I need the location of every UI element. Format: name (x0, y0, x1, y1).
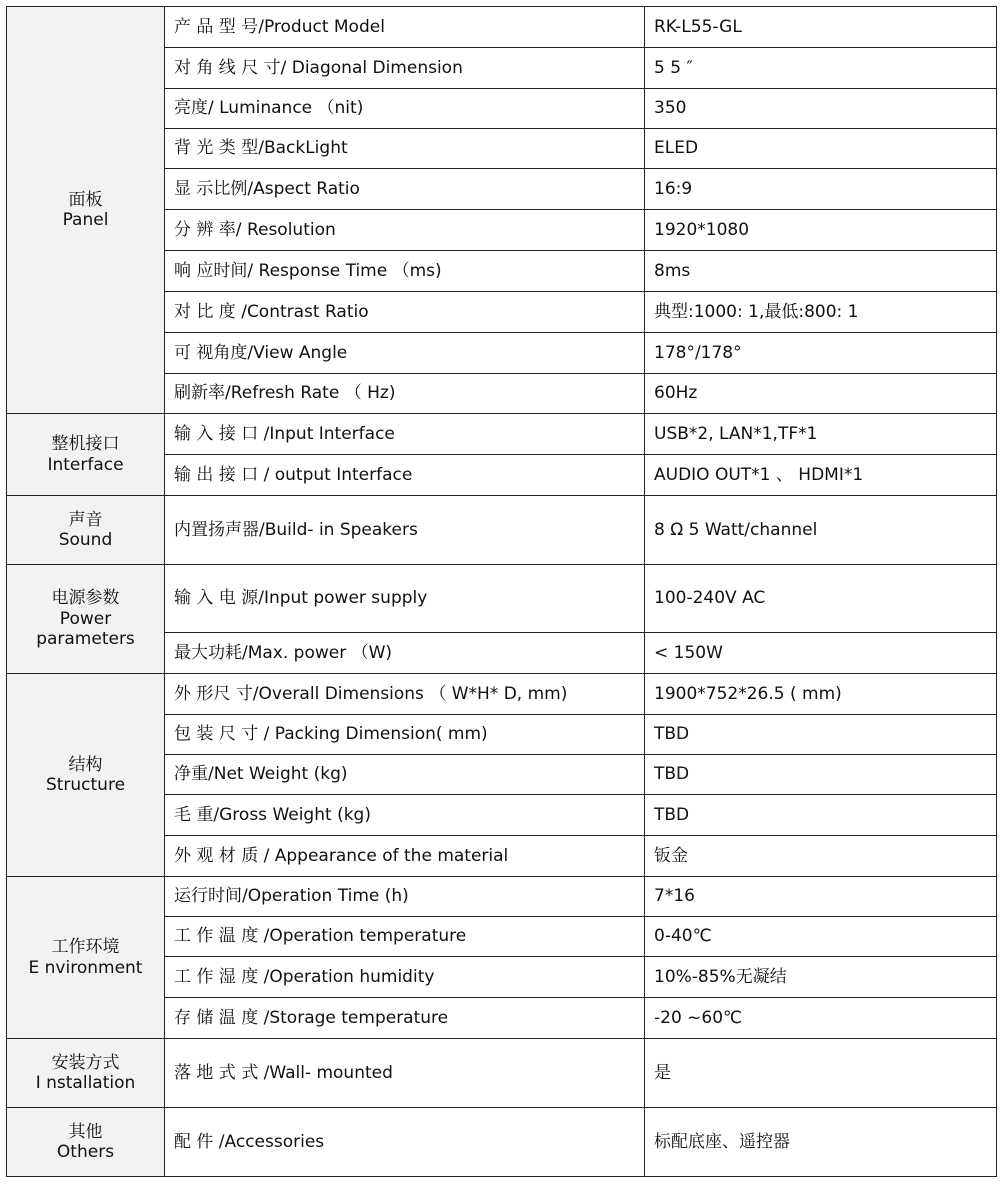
category-label-en: Others (56, 1142, 115, 1162)
param-label: 输 入 电 源/Input power supply (165, 565, 645, 633)
category-label-en: Power (59, 608, 112, 629)
param-label: 存 储 温 度 /Storage temperature (165, 998, 645, 1039)
category-label-en: I nstallation (35, 1073, 136, 1093)
param-label: 输 出 接 口 / output Interface (165, 455, 645, 496)
param-value: 16:9 (645, 169, 997, 210)
param-value: 5 5 ″ (645, 48, 997, 89)
param-label: 刷新率/Refresh Rate （ Hz) (165, 374, 645, 414)
param-label: 对 角 线 尺 寸/ Diagonal Dimension (165, 48, 645, 89)
param-value: 350 (645, 89, 997, 129)
param-value: < 150W (645, 633, 997, 674)
param-value: TBD (645, 715, 997, 755)
table-row (7, 674, 997, 715)
param-value: ELED (645, 129, 997, 169)
param-value: 8ms (645, 251, 997, 292)
category-installation (7, 1039, 165, 1108)
param-value: RK-L55-GL (645, 7, 997, 48)
category-others (7, 1108, 165, 1177)
category-power (7, 565, 165, 674)
table-row (7, 496, 997, 565)
category-label-cn: 工作环境 (51, 937, 120, 958)
category-label-en: Panel (62, 210, 109, 230)
param-label: 工 作 湿 度 /Operation humidity (165, 957, 645, 998)
category-panel (7, 7, 165, 414)
param-label: 运行时间/Operation Time (h) (165, 877, 645, 917)
category-label-en: Sound (58, 530, 113, 550)
param-value: 1900*752*26.5 ( mm) (645, 674, 997, 715)
param-value: TBD (645, 755, 997, 795)
param-value: AUDIO OUT*1 、 HDMI*1 (645, 455, 997, 496)
param-label: 分 辨 率/ Resolution (165, 210, 645, 251)
param-value: TBD (645, 795, 997, 836)
param-label: 显 示比例/Aspect Ratio (165, 169, 645, 210)
param-label: 响 应时间/ Response Time （ms) (165, 251, 645, 292)
table-row (7, 7, 997, 48)
param-label: 包 装 尺 寸 / Packing Dimension( mm) (165, 715, 645, 755)
param-value: USB*2, LAN*1,TF*1 (645, 414, 997, 455)
param-value: 是 (645, 1039, 997, 1108)
param-value: 0-40℃ (645, 917, 997, 957)
category-label-cn: 其他 (68, 1121, 103, 1142)
param-label: 最大功耗/Max. power （W) (165, 633, 645, 674)
param-value: 7*16 (645, 877, 997, 917)
param-value: 1920*1080 (645, 210, 997, 251)
category-interface (7, 414, 165, 496)
param-label: 毛 重/Gross Weight (kg) (165, 795, 645, 836)
category-label-cn: 安装方式 (51, 1052, 120, 1073)
param-label: 工 作 温 度 /Operation temperature (165, 917, 645, 957)
param-value: 100-240V AC (645, 565, 997, 633)
category-structure (7, 674, 165, 877)
param-value: 典型:1000: 1,最低:800: 1 (645, 292, 997, 333)
table-row (7, 565, 997, 633)
param-label: 内置扬声器/Build- in Speakers (165, 496, 645, 565)
category-label-cn: 电源参数 (51, 588, 120, 609)
table-row (7, 877, 997, 917)
category-label-en: Structure (45, 775, 126, 795)
param-label: 输 入 接 口 /Input Interface (165, 414, 645, 455)
spec-table-body (7, 7, 997, 1177)
table-row (7, 1108, 997, 1177)
param-label: 净重/Net Weight (kg) (165, 755, 645, 795)
param-label: 外 观 材 质 / Appearance of the material (165, 836, 645, 877)
param-label: 亮度/ Luminance （nit) (165, 89, 645, 129)
spec-table (6, 6, 997, 1177)
category-label-en: Interface (47, 454, 124, 475)
param-label: 配 件 /Accessories (165, 1108, 645, 1177)
table-row (7, 1039, 997, 1108)
category-label-cn: 结构 (68, 754, 103, 775)
param-value: 178°/178° (645, 333, 997, 374)
category-sound (7, 496, 165, 565)
param-label: 背 光 类 型/BackLight (165, 129, 645, 169)
category-label-en-2: parameters (36, 629, 135, 650)
param-value: 8 Ω 5 Watt/channel (645, 496, 997, 565)
param-label: 对 比 度 /Contrast Ratio (165, 292, 645, 333)
category-label-cn: 声音 (68, 509, 103, 530)
param-label: 落 地 式 式 /Wall- mounted (165, 1039, 645, 1108)
category-label-en: E nvironment (28, 957, 143, 978)
category-environment (7, 877, 165, 1039)
param-label: 产 品 型 号/Product Model (165, 7, 645, 48)
param-value: 标配底座、遥控器 (645, 1108, 997, 1177)
param-label: 外 形尺 寸/Overall Dimensions （ W*H* D, mm) (165, 674, 645, 715)
category-label-cn: 面板 (68, 189, 103, 210)
param-value: 10%-85%无凝结 (645, 957, 997, 998)
param-value: 钣金 (645, 836, 997, 877)
param-value: 60Hz (645, 374, 997, 414)
param-value: -20 ~60℃ (645, 998, 997, 1039)
param-label: 可 视角度/View Angle (165, 333, 645, 374)
category-label-cn: 整机接口 (51, 434, 120, 455)
table-row (7, 414, 997, 455)
